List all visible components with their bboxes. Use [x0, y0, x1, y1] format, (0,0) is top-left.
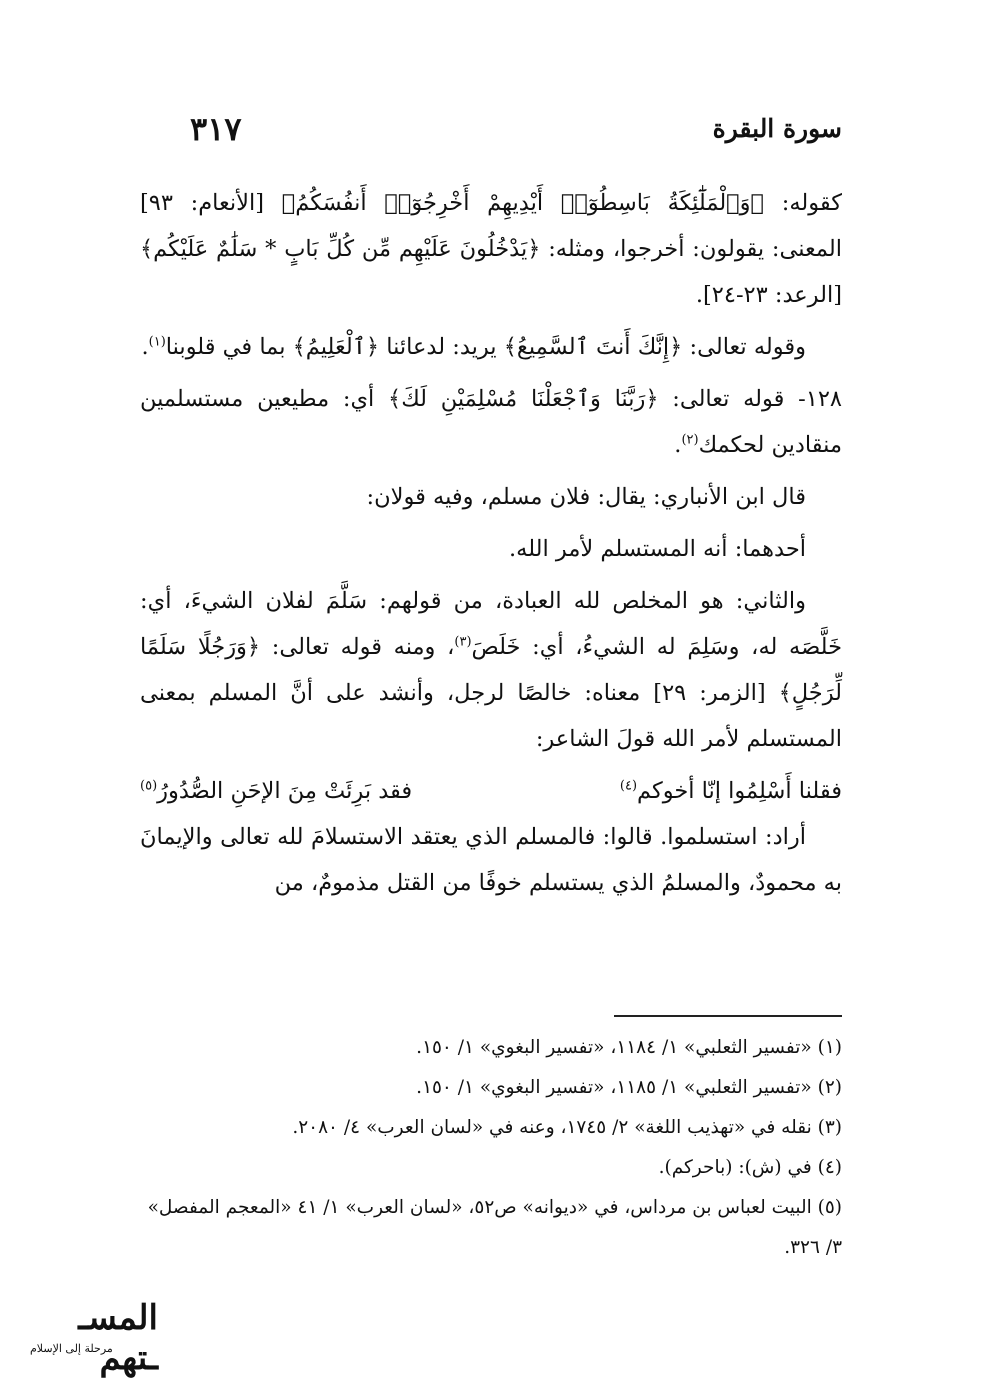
footnotes	[140, 1028, 842, 1268]
main-text	[140, 180, 842, 912]
paragraph-2-end: .	[141, 334, 149, 360]
paragraph-7: أراد: استسلموا. قالوا: فالمسلم الذي يعتقد الاستسلامَ لله تعالى والإيمانَ به محمودٌ، والمسلمُ الذي يستسلم خوفًا من القتل مذمومٌ، من	[140, 824, 842, 896]
footnote-5: (٥) البيت لعباس بن مرداس، في «ديوانه» ص٥٢، «لسان العرب» ١/ ٤١ «المعجم المفصل» ٣/ ٣٢٦.	[147, 1197, 842, 1258]
publisher-logo	[8, 1298, 158, 1378]
paragraph-3-end: .	[674, 432, 682, 458]
footnote-ref-2[interactable]: (٢)	[681, 432, 699, 448]
paragraph-6-text-a: والثاني: هو المخلص لله العبادة، من قولهم: سَلَّمَ لفلان الشيءَ، أي: خَلَّصَه له، وسَلِمَ له الشيءُ، أي: خَلَصَ	[140, 588, 842, 660]
footnote-ref-5[interactable]: (٥)	[140, 778, 158, 794]
page-header	[150, 112, 842, 156]
footnote-4: (٤) في (ش): (باحركم).	[658, 1157, 842, 1178]
paragraph-6	[140, 578, 842, 762]
paragraph-3	[140, 376, 842, 468]
paragraph-2	[140, 324, 842, 370]
verse-second-hemistich	[140, 768, 412, 814]
footnote-separator	[614, 1015, 842, 1017]
paragraph-1: كقوله: ﴿وَٱلْمَلَٰٓئِكَةُ بَاسِطُوٓا۟ أَيْدِيهِمْ أَخْرِجُوٓا۟ أَنفُسَكُمُ﴾ [الأنعام: ٩٣] المعنى: يقولون: أخرجوا، ومثله: ﴿يَدْخُلُونَ عَلَيْهِم مِّن كُلِّ بَابٍ * سَلَٰمٌ عَلَيْكُم﴾ [الرعد: ٢٣-٢٤].	[140, 190, 842, 308]
footnote-3: (٣) نقله في «تهذيب اللغة» ٢/ ١٧٤٥، وعنه في «لسان العرب» ٤/ ٢٠٨٠.	[292, 1117, 842, 1138]
poetry-verse	[140, 768, 842, 814]
verse-first-hemistich	[620, 768, 842, 814]
footnote-ref-1[interactable]: (١)	[148, 334, 166, 350]
paragraph-2-text: وقوله تعالى: ﴿إِنَّكَ أَنتَ ٱلسَّمِيعُ﴾ يريد: لدعائنا ﴿ٱلْعَلِيمُ﴾ بما في قلوبنا	[165, 334, 806, 360]
surah-title: سورة البقرة	[712, 114, 842, 143]
footnote-2: (٢) «تفسير الثعلبي» ١/ ١١٨٥، «تفسير البغوي» ١/ ١٥٠.	[416, 1077, 842, 1098]
page-number: ٣١٧	[190, 110, 242, 148]
verse-left-text: فقد بَرِئَتْ مِنَ الإحَنِ الصُّدُورُ	[157, 778, 413, 804]
logo-sub-text: مرحلة إلى الإسلام	[30, 1342, 113, 1355]
paragraph-6-text-b: ، ومنه قوله تعالى: ﴿وَرَجُلًا سَلَمًا لِّرَجُلٍ﴾ [الزمر: ٢٩] معناه: خالصًا لرجل، وأنشد على أنَّ المسلم بمعنى المستسلم لأمر الله قولَ الشاعر:	[140, 634, 842, 752]
verse-right-text: فقلنا أَسْلِمُوا إنّا أخوكم	[637, 778, 842, 804]
footnote-ref-3[interactable]: (٣)	[454, 634, 472, 650]
paragraph-3-text: ١٢٨- قوله تعالى: ﴿رَبَّنَا وَٱجْعَلْنَا مُسْلِمَيْنِ لَكَ﴾ أي: مطيعين مستسلمين منقادين لحكمك	[140, 386, 842, 458]
paragraph-4: قال ابن الأنباري: يقال: فلان مسلم، وفيه قولان:	[366, 484, 806, 510]
footnote-ref-4[interactable]: (٤)	[619, 778, 638, 794]
footnote-1: (١) «تفسير الثعلبي» ١/ ١١٨٤، «تفسير البغوي» ١/ ١٥٠.	[416, 1037, 842, 1058]
paragraph-5: أحدهما: أنه المستسلم لأمر الله.	[508, 536, 806, 562]
logo-main-text: المسـ ـتهم	[78, 1298, 158, 1378]
